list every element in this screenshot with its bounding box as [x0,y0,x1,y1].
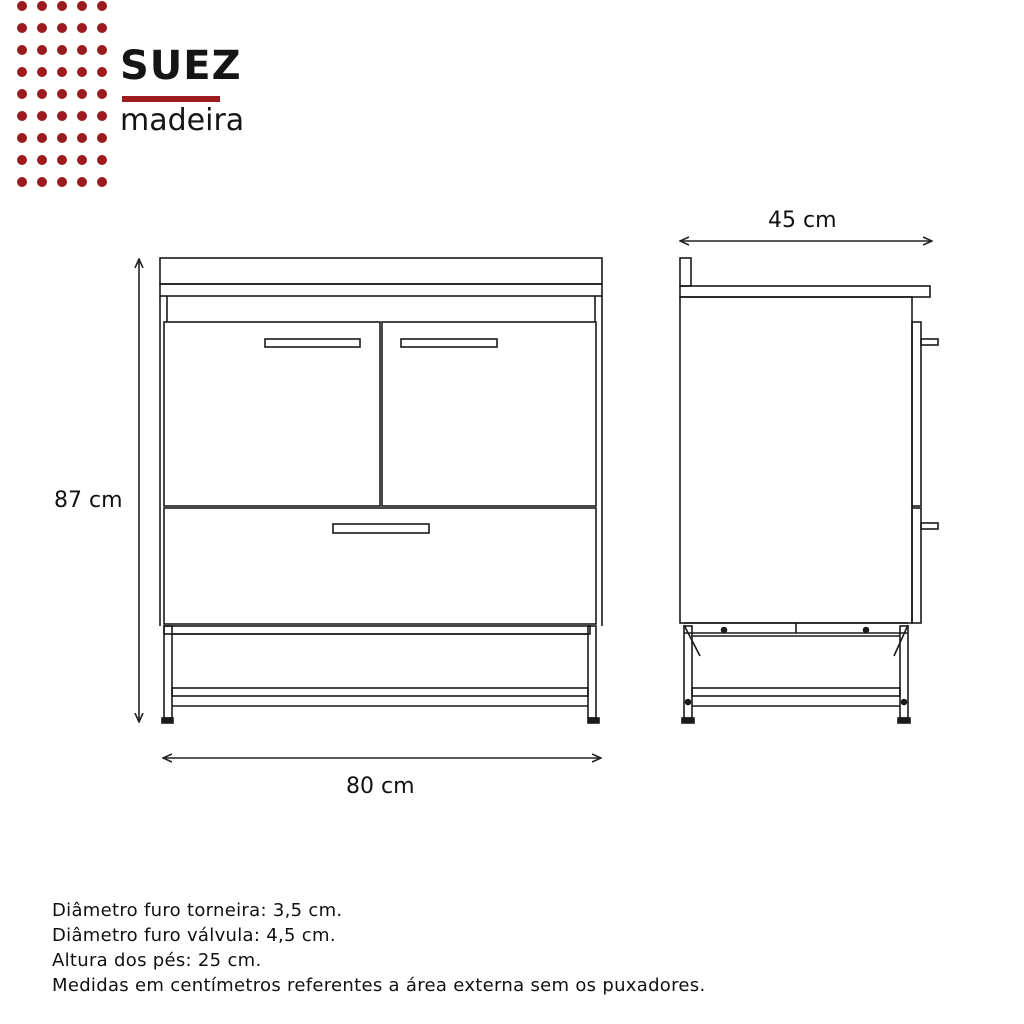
note-line: Altura dos pés: 25 cm. [52,950,262,971]
side-bolt [864,628,869,633]
height-label: 87 cm [54,488,123,513]
front-countertop [160,284,602,296]
note-line: Diâmetro furo válvula: 4,5 cm. [52,925,336,946]
side-handle-top [921,339,938,345]
foot-right [588,718,599,723]
side-bolt [722,628,727,633]
note-line: Medidas em centímetros referentes a área externa sem os puxadores. [52,975,706,996]
drawer-handle [333,524,429,533]
brand-subtitle: madeira [120,103,245,138]
width-label: 80 cm [346,774,415,799]
side-body [680,297,912,623]
door-right-handle [401,339,497,347]
note-line: Diâmetro furo torneira: 3,5 cm. [52,900,343,921]
side-bolt [686,700,691,705]
door-left-handle [265,339,360,347]
side-bolt [902,700,907,705]
foot-left [162,718,173,723]
lower-rail [172,688,588,696]
front-backsplash [160,258,602,284]
leg-left [164,626,172,718]
leg-right [588,626,596,718]
side-countertop [680,286,930,297]
depth-label: 45 cm [768,208,837,233]
side-foot-front [682,718,694,723]
side-view [680,258,938,723]
front-view [160,258,602,723]
drawer-front [164,508,596,624]
frame-top-rail [164,626,590,634]
side-lower-rail [692,688,900,696]
spec-notes [52,898,706,998]
side-brace-right [894,625,908,656]
side-door-profile [912,322,921,506]
side-drawer-profile [912,508,921,623]
side-handle-bottom [921,523,938,529]
door-right [382,322,596,506]
side-backsplash [680,258,691,286]
side-foot-back [898,718,910,723]
door-left [164,322,380,506]
brand-name: SUEZ [120,43,242,89]
